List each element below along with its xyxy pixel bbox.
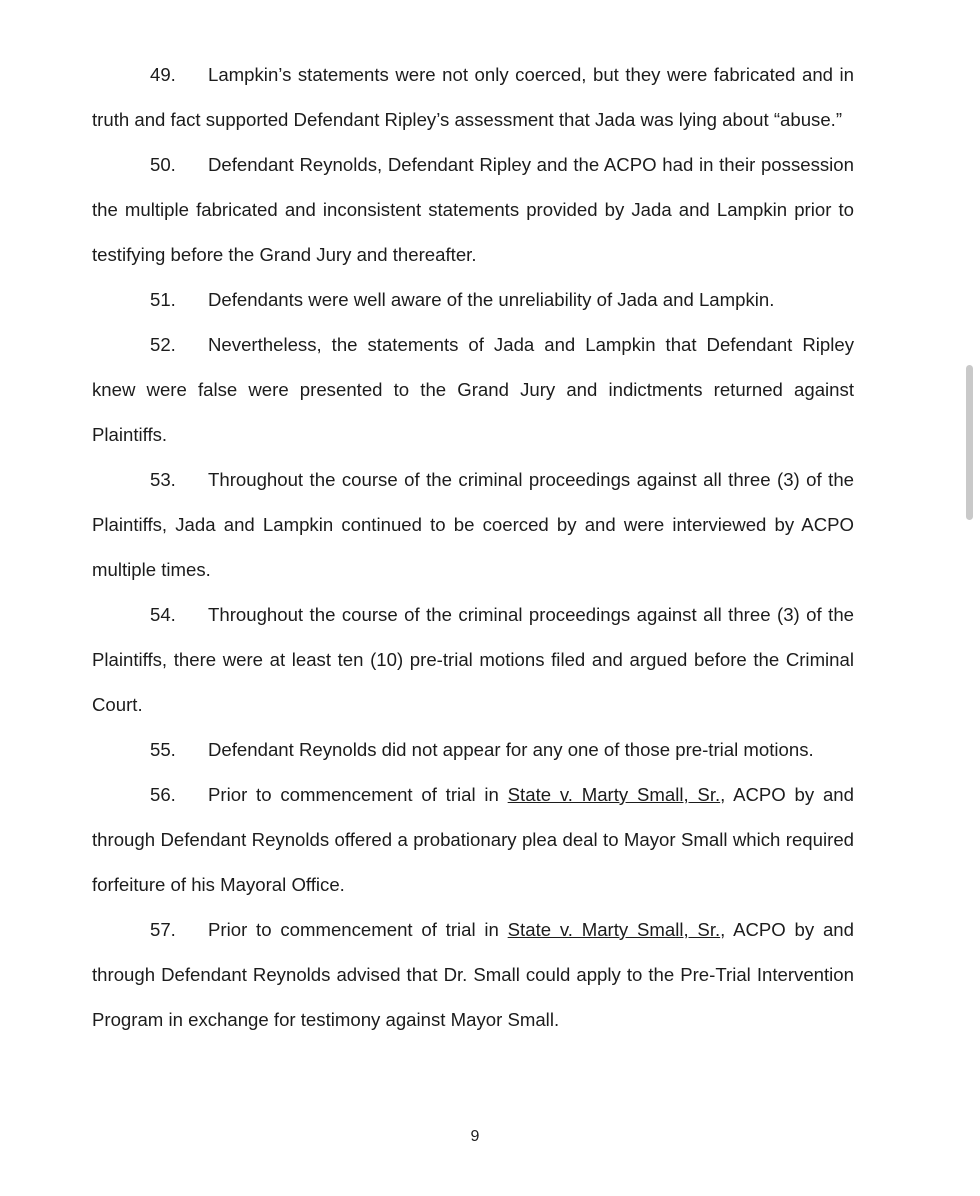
paragraph-text: Throughout the course of the criminal proceedings against all three (3) of the Plaintiffs, Jada and Lampkin continued to be coerced by and were interviewed by ACPO multiple times. bbox=[92, 469, 854, 580]
case-citation: State v. Marty Small, Sr. bbox=[507, 919, 721, 940]
paragraph-text: Defendant Reynolds, Defendant Ripley and the ACPO had in their possession the multiple fabricated and inconsistent statements provided by Jada and Lampkin prior to testifying before the Grand Jury and thereafter. bbox=[92, 154, 854, 265]
case-citation: State v. Marty Small, Sr. bbox=[507, 784, 721, 805]
paragraph-49 bbox=[92, 52, 854, 142]
paragraph-50 bbox=[92, 142, 854, 277]
paragraph-text: Lampkin’s statements were not only coerced, but they were fabricated and in truth and fact supported Defendant Ripley’s assessment that Jada was lying about “abuse.” bbox=[92, 64, 854, 130]
paragraph-text: Prior to commencement of trial in bbox=[208, 919, 508, 940]
paragraph-text: Throughout the course of the criminal proceedings against all three (3) of the Plaintiffs, there were at least ten (10) pre-trial motions filed and argued before the Criminal Court. bbox=[92, 604, 854, 715]
paragraph-number: 56. bbox=[150, 784, 176, 805]
paragraph-number: 52. bbox=[150, 334, 176, 355]
paragraph-number: 51. bbox=[150, 289, 176, 310]
paragraph-53 bbox=[92, 457, 854, 592]
paragraph-52 bbox=[92, 322, 854, 457]
page-number: 9 bbox=[470, 1128, 480, 1145]
paragraph-number: 55. bbox=[150, 739, 176, 760]
paragraph-text: Defendants were well aware of the unreliability of Jada and Lampkin. bbox=[208, 289, 775, 310]
paragraph-57 bbox=[92, 907, 854, 1042]
paragraph-number: 53. bbox=[150, 469, 176, 490]
paragraph-text: , ACPO by and through Defendant Reynolds advised that Dr. Small could apply to the Pre-Trial Intervention Program in exchange for testimony against Mayor Small. bbox=[92, 919, 854, 1030]
paragraph-number: 50. bbox=[150, 154, 176, 175]
paragraph-text: Prior to commencement of trial in bbox=[208, 784, 508, 805]
document-body bbox=[92, 52, 854, 1042]
paragraph-number: 49. bbox=[150, 64, 176, 85]
paragraph-number: 57. bbox=[150, 919, 176, 940]
paragraph-number: 54. bbox=[150, 604, 176, 625]
paragraph-text: Defendant Reynolds did not appear for any one of those pre-trial motions. bbox=[208, 739, 814, 760]
scrollbar-thumb[interactable] bbox=[966, 365, 973, 520]
paragraph-54 bbox=[92, 592, 854, 727]
paragraph-55 bbox=[92, 727, 854, 772]
paragraph-text: Nevertheless, the statements of Jada and Lampkin that Defendant Ripley knew were false were presented to the Grand Jury and indictments returned against Plaintiffs. bbox=[92, 334, 854, 445]
paragraph-text: , ACPO by and through Defendant Reynolds offered a probationary plea deal to Mayor Small which required forfeiture of his Mayoral Office. bbox=[92, 784, 854, 895]
paragraph-56 bbox=[92, 772, 854, 907]
paragraph-51 bbox=[92, 277, 854, 322]
